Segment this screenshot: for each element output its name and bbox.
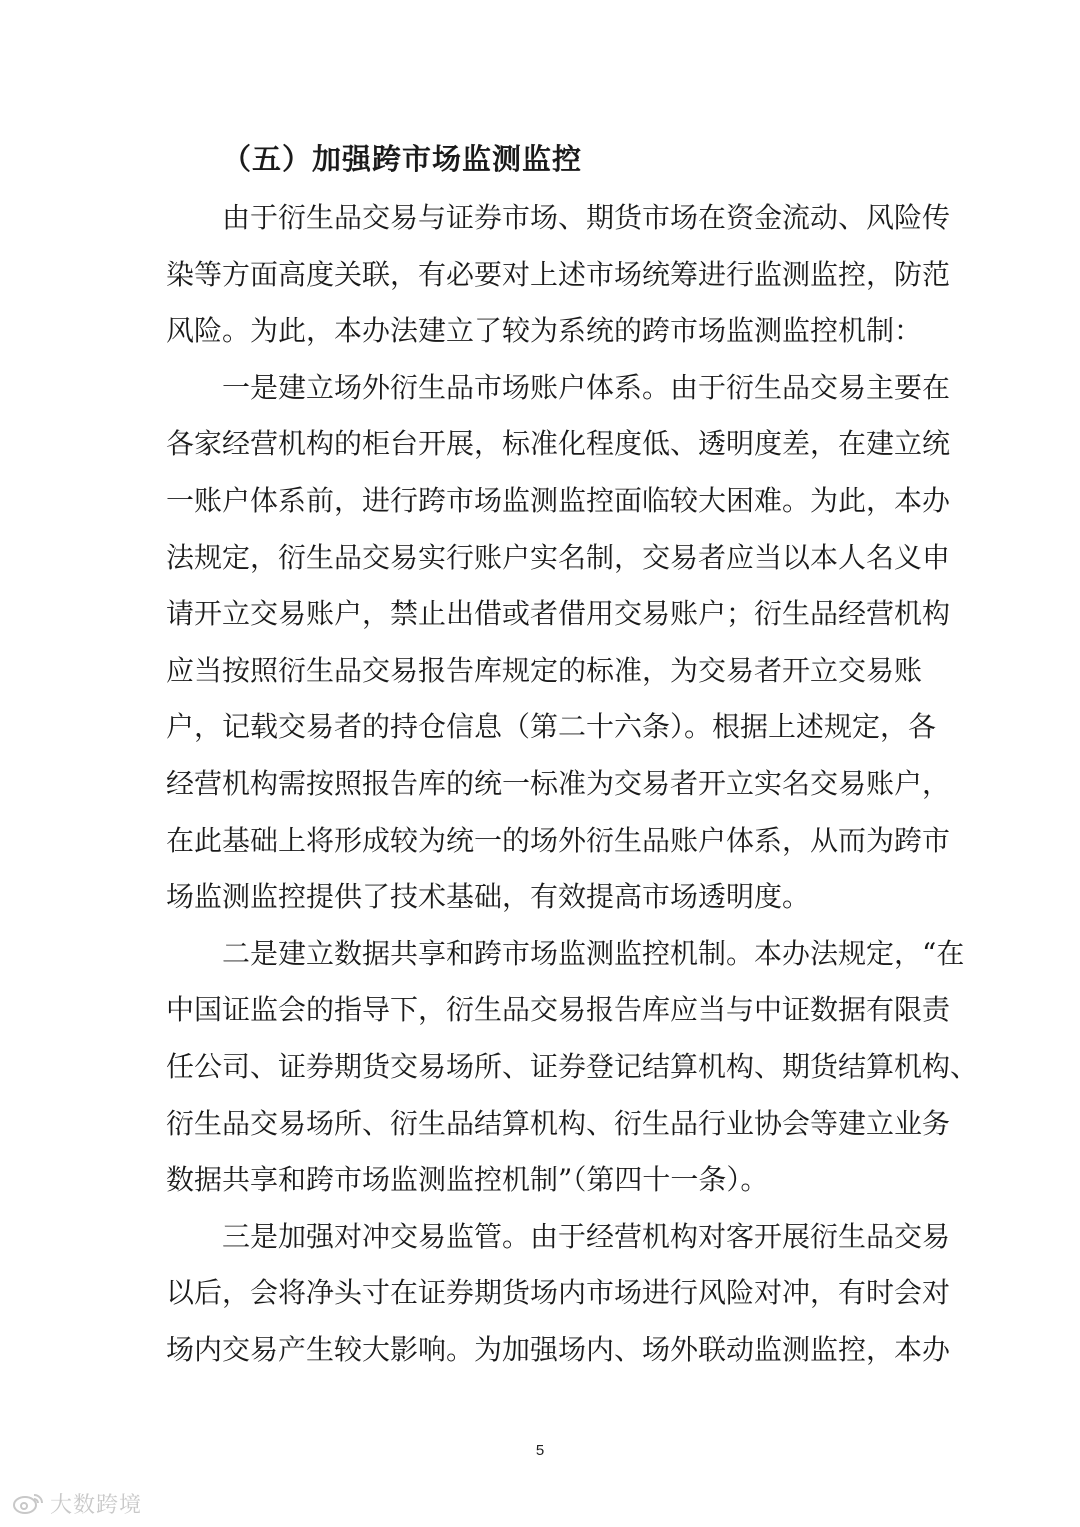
text-line: 以后，会将净头寸在证券期货场内市场进行风险对冲，有时会对: [166, 1276, 951, 1310]
page-number: 5: [535, 1442, 545, 1459]
watermark-text: 大数跨境: [50, 1492, 143, 1518]
text-line: 经营机构需按照报告库的统一标准为交易者开立实名交易账户，: [166, 767, 951, 800]
watermark: [12, 1490, 142, 1516]
weibo-logo-icon: [12, 1491, 46, 1515]
text-line: 衍生品交易场所、衍生品结算机构、衍生品行业协会等建立业务: [166, 1106, 951, 1140]
text-line: 由于衍生品交易与证券市场、期货市场在资金流动、风险传: [222, 201, 951, 234]
text-line: 场内交易产生较大影响。为加强场内、场外联动监测监控，本办: [166, 1333, 951, 1366]
text-line: 任公司、证券期货交易场所、证券登记结算机构、期货结算机构、: [166, 1050, 979, 1083]
section-heading: （五）加强跨市场监测监控: [222, 142, 583, 176]
text-line: 风险。为此，本办法建立了较为系统的跨市场监测监控机制：: [166, 314, 923, 348]
text-line: 中国证监会的指导下，衍生品交易报告库应当与中证数据有限责: [166, 993, 951, 1027]
text-line: 一是建立场外衍生品市场账户体系。由于衍生品交易主要在: [222, 370, 951, 404]
text-line: 染等方面高度关联，有必要对上述市场统筹进行监测监控，防范: [166, 257, 951, 291]
text-line: 请开立交易账户，禁止出借或者借用交易账户；衍生品经营机构: [166, 597, 951, 631]
text-line: 法规定，衍生品交易实行账户实名制，交易者应当以本人名义申: [166, 540, 951, 574]
text-line: 在此基础上将形成较为统一的场外衍生品账户体系，从而为跨市: [166, 823, 951, 857]
text-line: 数据共享和跨市场监测监控机制”（第四十一条）。: [166, 1163, 769, 1197]
text-line: 各家经营机构的柜台开展，标准化程度低、透明度差，在建立统: [166, 427, 951, 461]
text-line: 户，记载交易者的持仓信息（第二十六条）。根据上述规定，各: [166, 710, 937, 744]
text-line: 一账户体系前，进行跨市场监测监控面临较大困难。为此，本办: [166, 484, 951, 517]
text-line: 应当按照衍生品交易报告库规定的标准，为交易者开立交易账: [166, 653, 923, 687]
text-line: 二是建立数据共享和跨市场监测监控机制。本办法规定，“在: [222, 936, 965, 970]
text-line: 三是加强对冲交易监管。由于经营机构对客开展衍生品交易: [222, 1219, 951, 1253]
text-line: 场监测监控提供了技术基础，有效提高市场透明度。: [166, 880, 811, 914]
